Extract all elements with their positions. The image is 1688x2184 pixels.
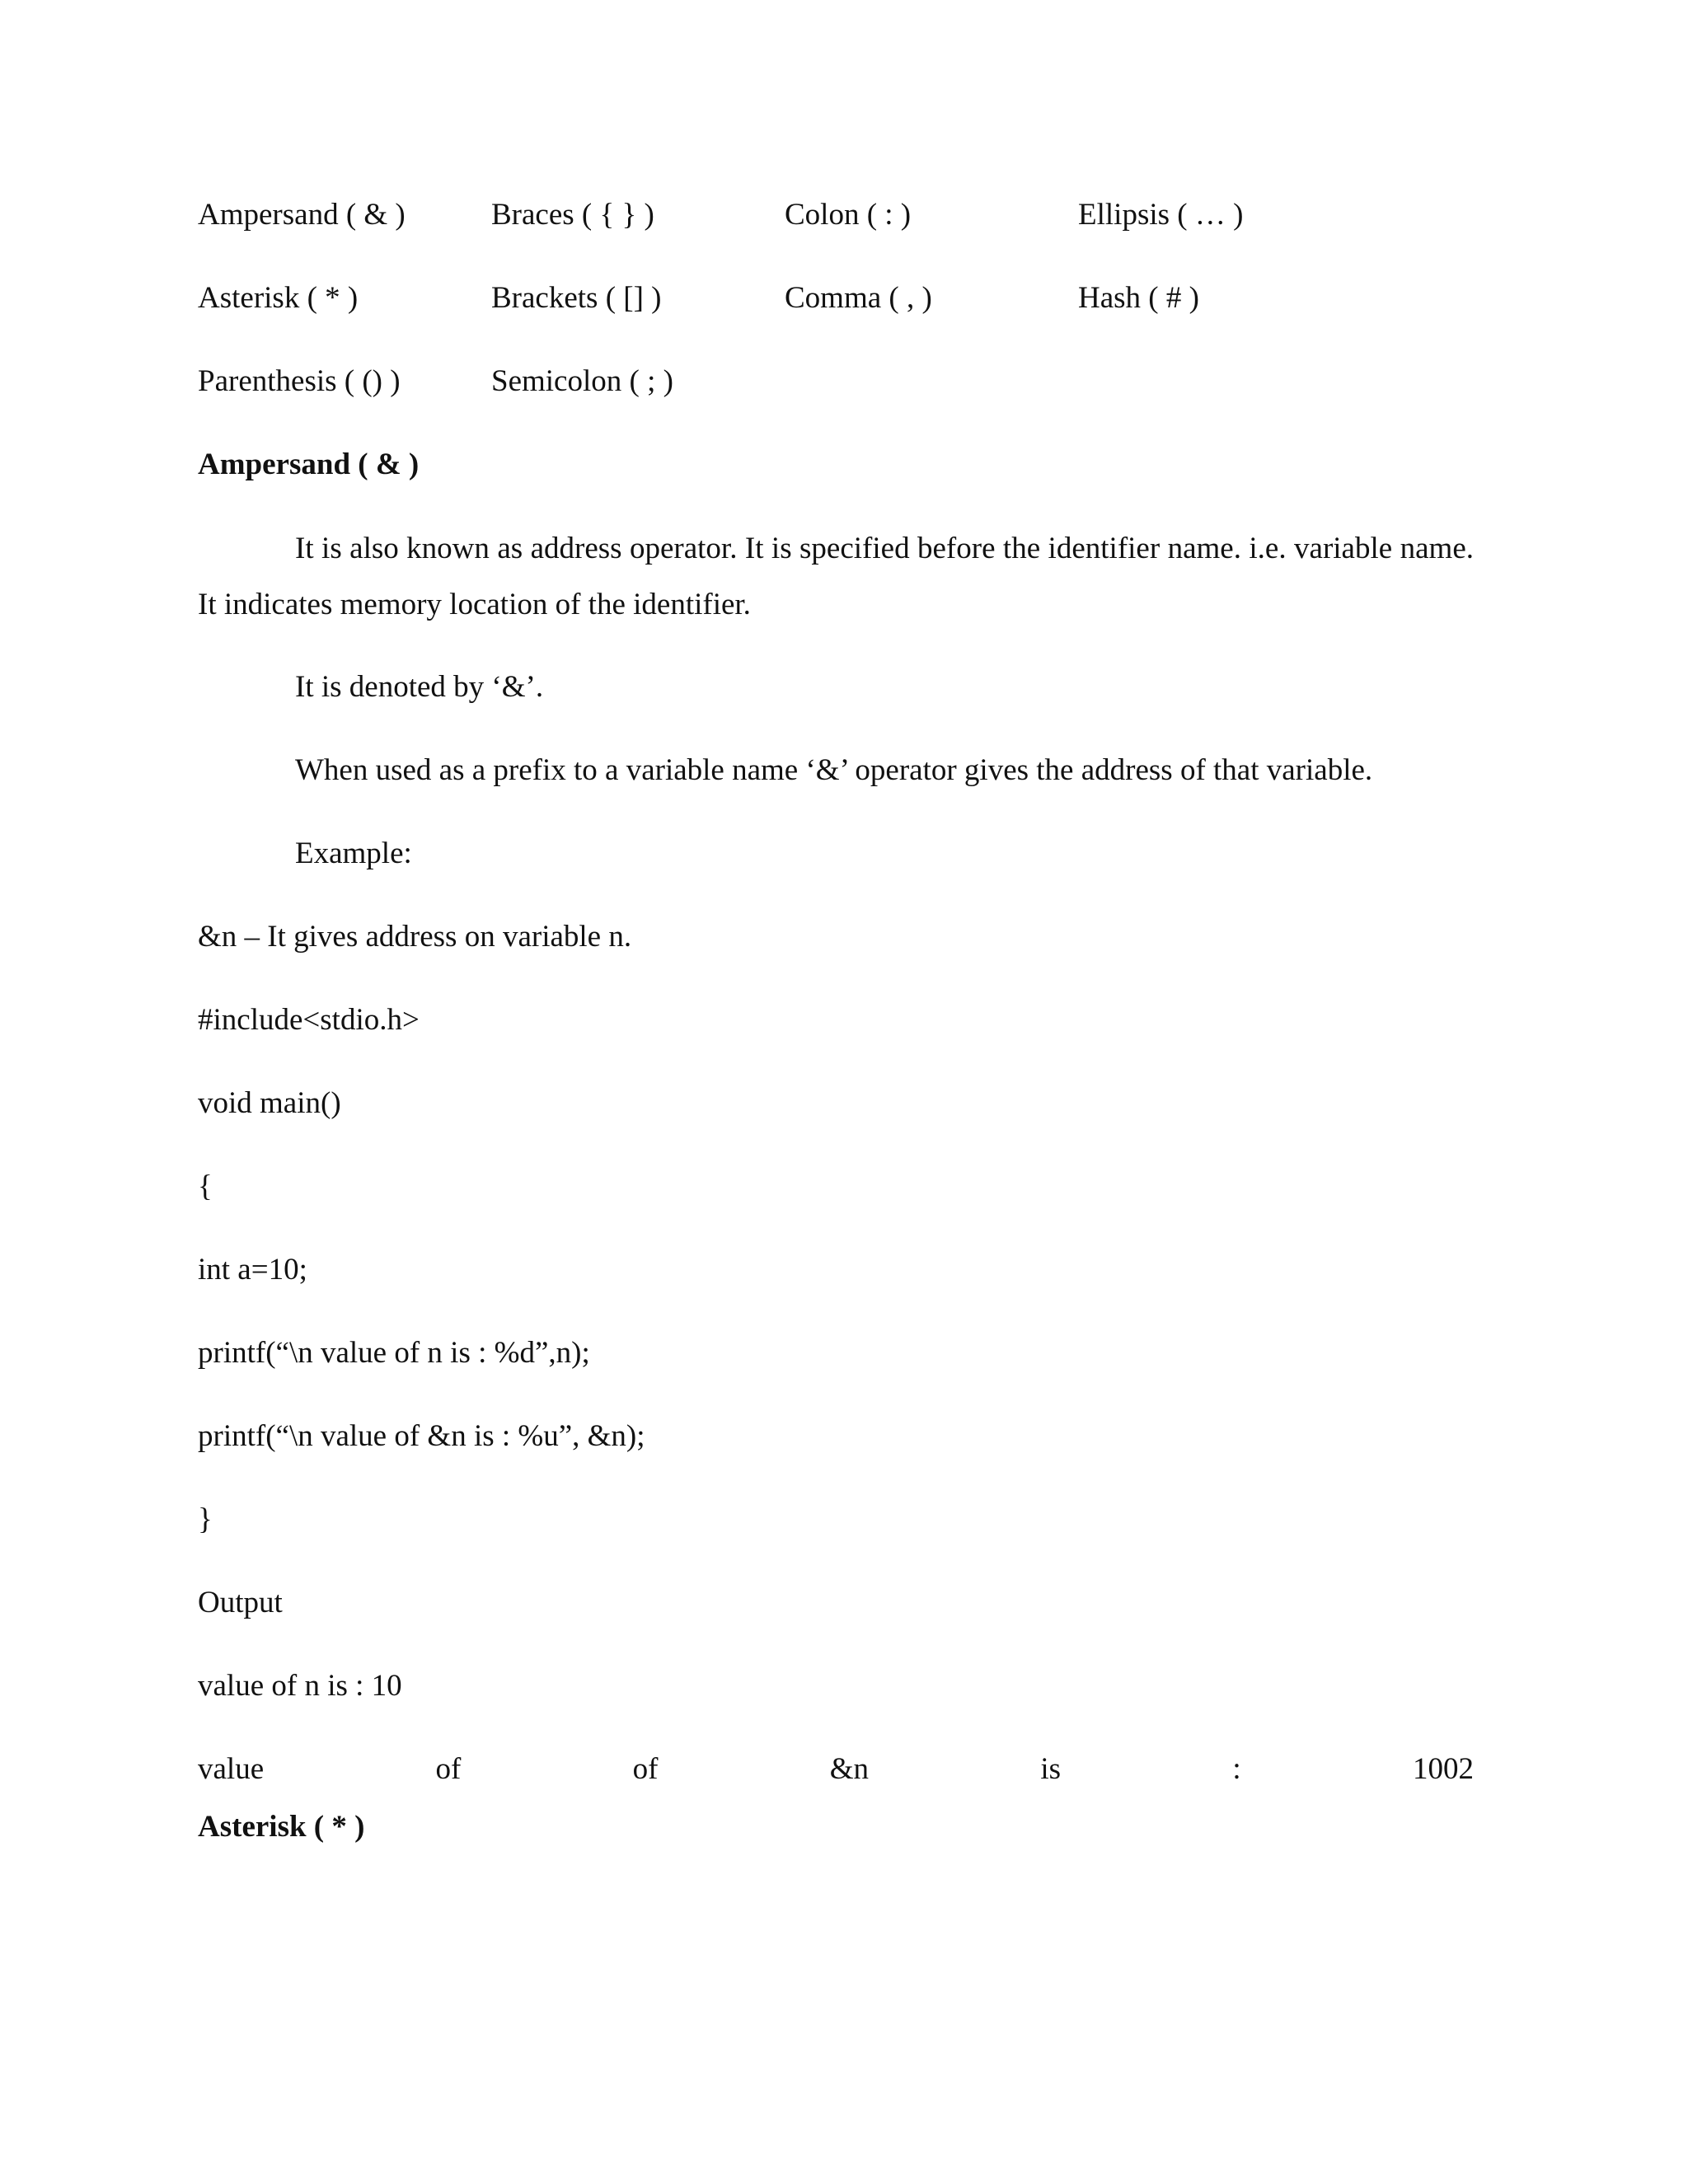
punctuator-asterisk: Asterisk ( * ) — [198, 281, 359, 315]
output-word: 1002 — [1413, 1752, 1474, 1786]
punctuator-brackets: Brackets ( [] ) — [491, 281, 662, 315]
code-line-close-brace: } — [198, 1502, 213, 1536]
punctuator-braces: Braces ( { } ) — [491, 198, 654, 232]
example-description: &n – It gives address on variable n. — [198, 920, 632, 954]
output-word: of — [435, 1752, 462, 1786]
output-line-value: value of n is : 10 — [198, 1669, 402, 1703]
output-word: : — [1232, 1752, 1241, 1786]
output-word: value — [198, 1752, 265, 1786]
punctuator-ampersand: Ampersand ( & ) — [198, 198, 406, 232]
example-label: Example: — [295, 837, 412, 870]
output-word: is — [1040, 1752, 1062, 1786]
output-line-address — [198, 1754, 1474, 1784]
section-heading-asterisk: Asterisk ( * ) — [198, 1810, 365, 1844]
output-word: &n — [829, 1752, 870, 1786]
code-line-printf-address: printf(“\n value of &n is : %u”, &n); — [198, 1419, 645, 1453]
punctuator-ellipsis: Ellipsis ( … ) — [1078, 198, 1244, 232]
punctuator-hash: Hash ( # ) — [1078, 281, 1199, 315]
code-line-open-brace: { — [198, 1169, 213, 1203]
code-line-declaration: int a=10; — [198, 1253, 307, 1286]
punctuator-colon: Colon ( : ) — [785, 198, 912, 232]
prefix-usage-line: When used as a prefix to a variable name ‘&’ operator gives the address of that variable. — [295, 753, 1373, 787]
punctuator-comma: Comma ( , ) — [785, 281, 932, 315]
output-word: of — [632, 1752, 659, 1786]
output-label: Output — [198, 1586, 283, 1619]
denoted-by-line: It is denoted by ‘&’. — [295, 670, 544, 704]
code-line-main: void main() — [198, 1086, 341, 1120]
code-line-include: #include<stdio.h> — [198, 1003, 420, 1037]
punctuator-semicolon: Semicolon ( ; ) — [491, 364, 673, 398]
punctuator-parenthesis: Parenthesis ( () ) — [198, 364, 401, 398]
section-heading-ampersand: Ampersand ( & ) — [198, 448, 420, 481]
ampersand-description-paragraph: It is also known as address operator. It is specified before the identifier name. i.e. variable name. It indicates memory location of the identifier. — [198, 532, 1474, 621]
code-line-printf-value: printf(“\n value of n is : %d”,n); — [198, 1336, 590, 1370]
